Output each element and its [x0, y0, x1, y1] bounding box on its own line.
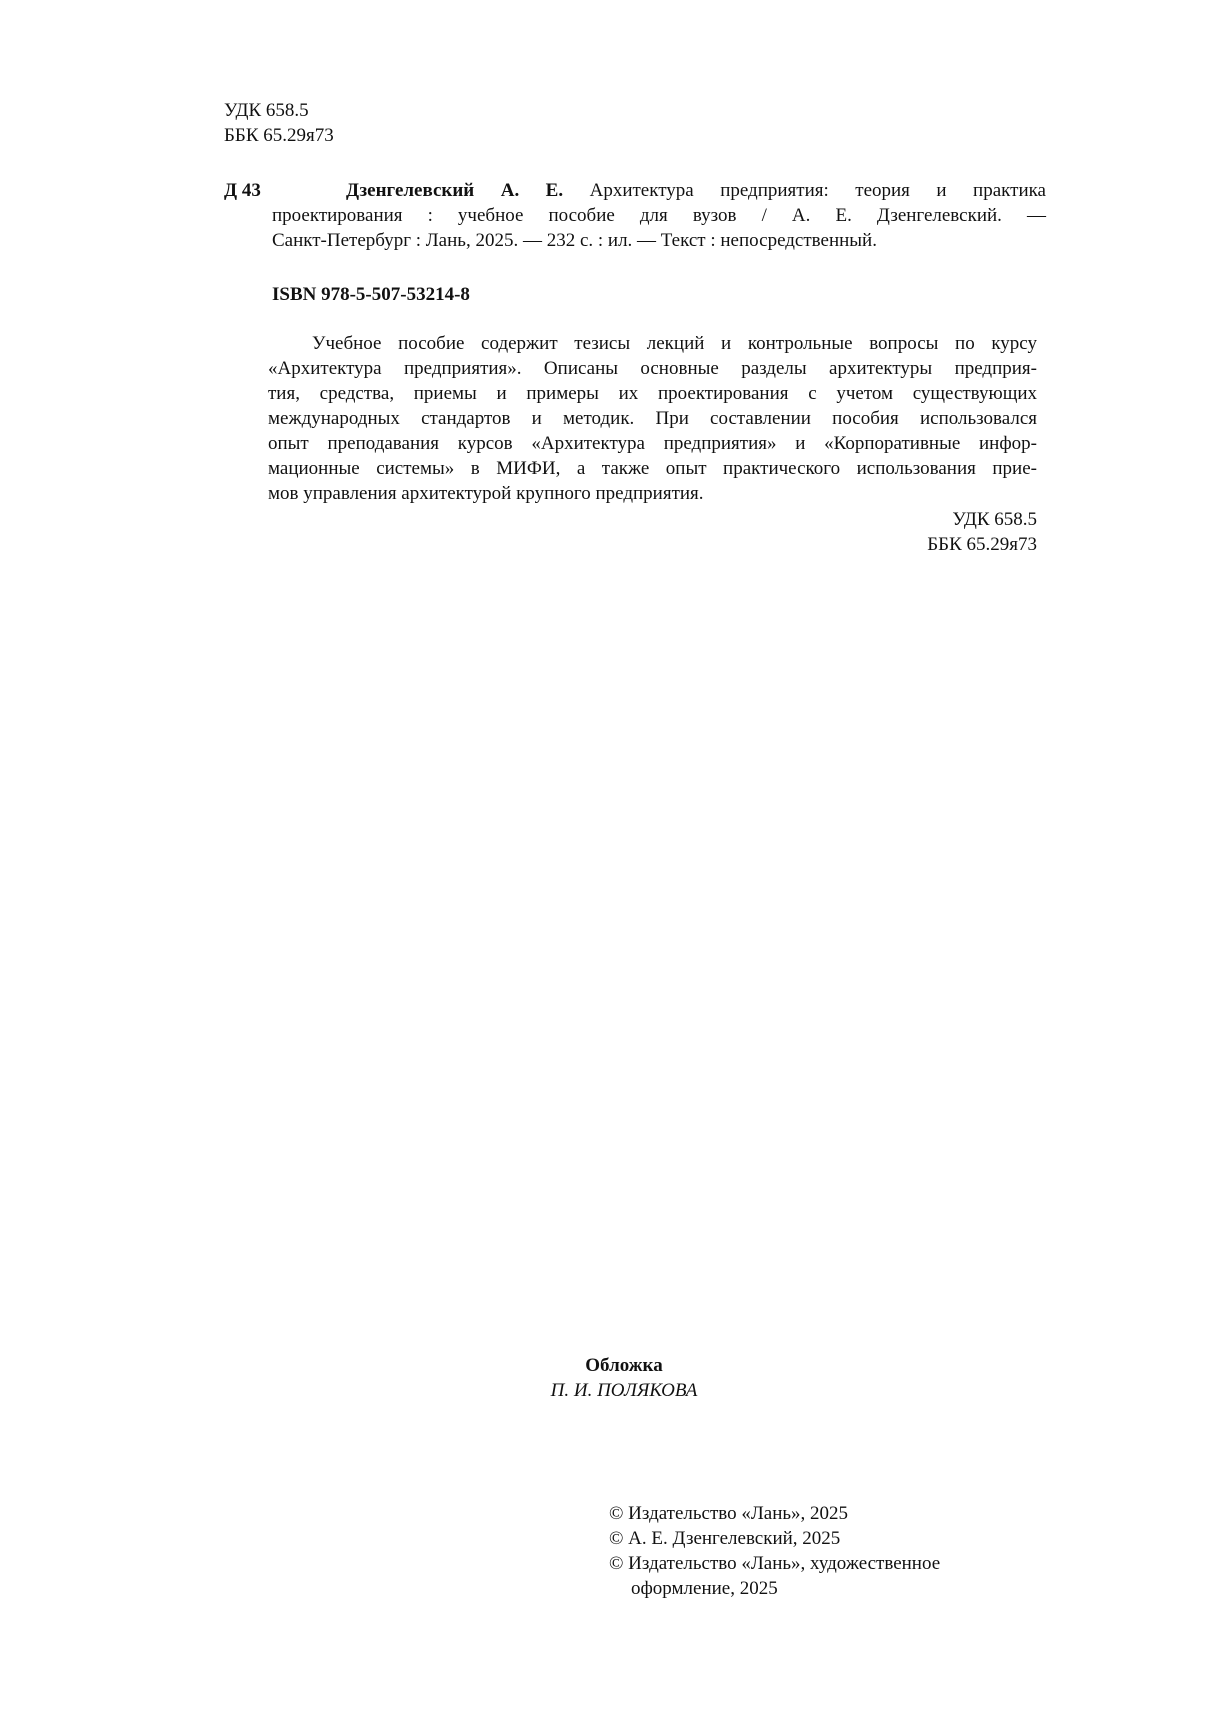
udk-code: УДК 658.5 — [224, 100, 309, 121]
cover-designer: П. И. ПОЛЯКОВА — [550, 1380, 698, 1401]
title-start: Архитектура предприятия: теория и практика — [589, 180, 1046, 201]
bibliographic-entry — [272, 178, 1046, 253]
copyright-line: © Издательство «Лань», 2025 — [609, 1503, 849, 1524]
bbk-code: ББК 65.29я73 — [927, 534, 1037, 555]
author-mark: Д 43 — [224, 180, 261, 201]
copyright-line: оформление, 2025 — [631, 1578, 778, 1599]
classification-codes-bottom — [820, 507, 1037, 557]
cover-label: Обложка — [585, 1355, 663, 1376]
annotation-line: «Архитектура предприятия». Описаны основные разделы архитектуры предприя- — [268, 358, 1037, 379]
annotation-line: Учебное пособие содержит тезисы лекций и контрольные вопросы по курсу — [312, 333, 1037, 354]
copyright-line: © А. Е. Дзенгелевский, 2025 — [609, 1528, 841, 1549]
annotation-line: тия, средства, приемы и примеры их проектирования с учетом существующих — [268, 383, 1037, 404]
annotation-line: мов управления архитектурой крупного предприятия. — [268, 483, 704, 504]
bbk-code: ББК 65.29я73 — [224, 125, 334, 146]
isbn: ISBN 978-5-507-53214-8 — [272, 284, 470, 305]
entry-line-3: Санкт-Петербург : Лань, 2025. — 232 с. : ил. — Текст : непосредственный. — [272, 230, 877, 251]
classification-codes-top — [224, 98, 334, 148]
author-name: Дзенгелевский А. Е. — [346, 180, 564, 201]
annotation — [268, 331, 1037, 506]
annotation-line: мационные системы» в МИФИ, а также опыт практического использования прие- — [268, 458, 1037, 479]
cover-credit — [480, 1353, 768, 1403]
copyright-line: © Издательство «Лань», художественное — [609, 1553, 941, 1574]
annotation-line: опыт преподавания курсов «Архитектура предприятия» и «Корпоративные инфор- — [268, 433, 1037, 454]
copyright-block — [609, 1501, 940, 1601]
annotation-line: международных стандартов и методик. При составлении пособия использовался — [268, 408, 1037, 429]
udk-code: УДК 658.5 — [952, 509, 1037, 530]
entry-line-2: проектирования : учебное пособие для вузов / А. Е. Дзенгелевский. — — [272, 205, 1046, 226]
entry-line-1 — [272, 178, 1046, 203]
